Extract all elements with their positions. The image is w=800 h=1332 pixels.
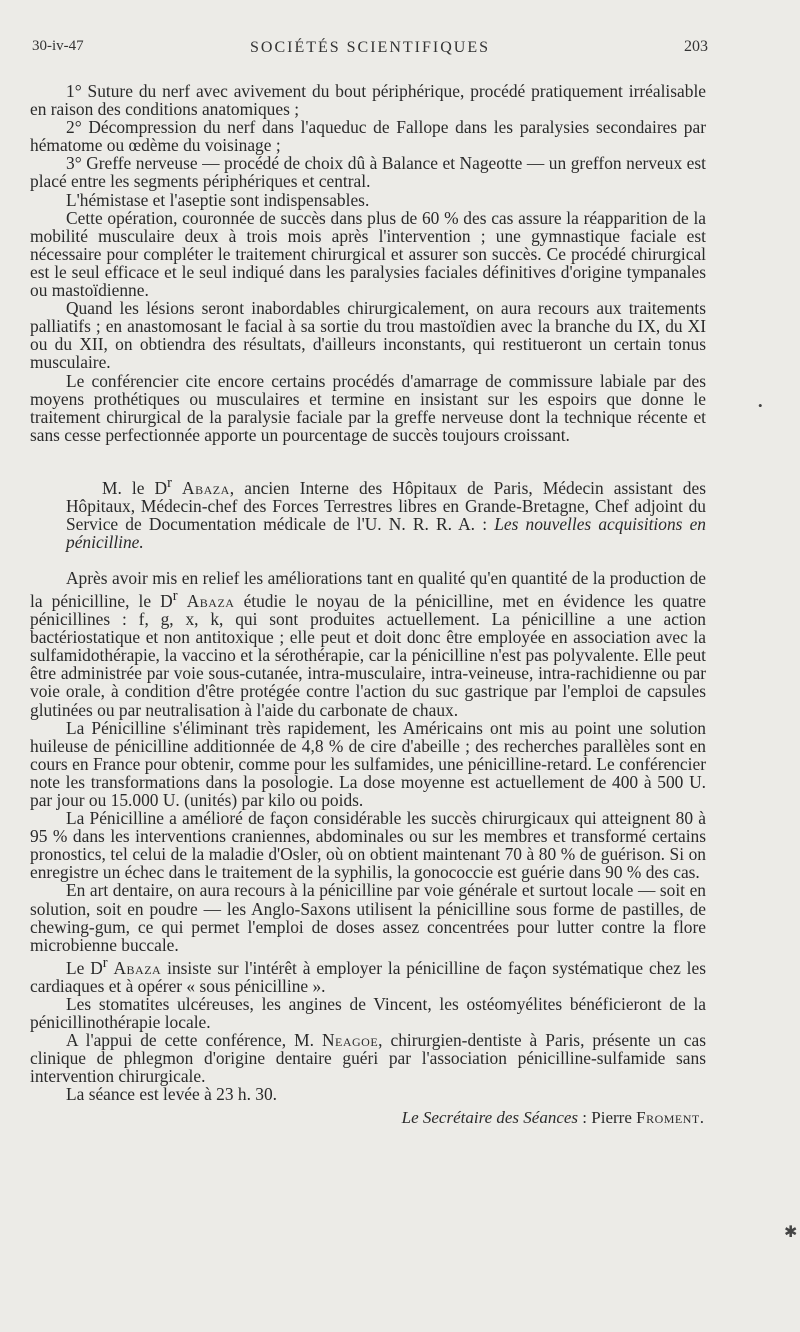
signature-label: Le Secrétaire des Séances (401, 1108, 579, 1128)
paragraph-decompression: 2° Décompression du nerf dans l'aqueduc de Fallope dans les paralysies secondaires par hématome ou œdème du voisinage ; (30, 117, 706, 156)
speaker-credentials: , ancien Interne des Hôpitaux de Paris, Médecin assistant des Hôpitaux, Médecin-chef des Forces Terrestres libres en Grande-Bretagne, Chef adjoint du Service de Documentation médicale de l'U. N. R. R. A. : (66, 477, 706, 534)
author-name: Abaza (113, 957, 162, 978)
text-sup: r (102, 954, 108, 971)
author-name: Abaza (186, 590, 235, 611)
signature-separator: : Pierre (578, 1108, 637, 1128)
paragraph-succes: La Pénicilline a amélioré de façon considérable les succès chirurgicaux qui atteignent 80 à 95 % dans les interventions craniennes, abdominales ou sur les membres et transformé certains pronostics, tel celui de la maladie d'Osler, où on obtient maintenant 70 à 80 % de guérison. Si on enregistre un échec dans le traitement de la syphilis, la gonococcie est guérie dans 90 % des cas. (30, 808, 706, 883)
text-run: Le D (66, 957, 103, 978)
text-run: insiste sur l'intérêt à employer la pénicilline de façon systématique chez les cardiaques et à opérer « sous pénicilline ». (30, 957, 706, 996)
paragraph-operation: Cette opération, couronnée de succès dans plus de 60 % des cas assure la réapparition de la mobilité musculaire deux à trois mois après l'intervention ; une gymnastique faciale est nécessaire pour compléter le traitement chirurgical et assurer son succès. Ce procédé chirurgical est le seul efficace et le seul indiqué dans les paralysies faciales définitives d'origine tympanales ou mastoïdienne. (30, 207, 706, 301)
page-number: 203 (684, 38, 708, 55)
header-title: SOCIÉTÉS SCIENTIFIQUES (249, 39, 490, 56)
paragraph-seance-levee: La séance est levée à 23 h. 30. (66, 1084, 278, 1105)
paragraph-hemistase: L'hémistase et l'aseptie sont indispensables. (66, 189, 370, 210)
paragraph-cardiaques (30, 954, 706, 995)
speaker-entry (30, 474, 706, 551)
paragraph-art-dentaire: En art dentaire, on aura recours à la pénicilline par voie générale et surtout locale — soit en solution, soit en poudre — les Anglo-Saxons utilisent la pénicilline sous forme de pastilles, de chewing-gum, ce qui permet l'emploi de doses assez concentrées pour lutter contre la flore microbienne buccale. (30, 880, 706, 955)
presenter-name: Neagoe (321, 1029, 379, 1050)
paragraph-appui (30, 1031, 706, 1085)
signature-end: . (699, 1108, 704, 1128)
text-run: étudie le noyau de la pénicilline, met en évidence les quatre pénicillines : f, g, x, k, qui sont produites actuellement. La pénicilline a une action bactériostatique et non antitoxique ; elle peut et doit donc être employée en association avec la sulfamidothérapie, la vaccino et la sérothérapie, car la pénicilline n'est pas polyvalente. Elle peut être administrée par voie sous-cutanée, intra-musculaire, intra-veineuse, intra-rachidienne ou par voie orale, à condition d'être protégée contre l'action du suc gastrique par l'emploi de capsules glutinées ou par neutralisation à l'aide du carbonate de chaux. (30, 590, 706, 720)
margin-dot-mark: • (758, 398, 763, 413)
margin-star-mark: ✱ (784, 1224, 798, 1241)
paragraph-stomatites: Les stomatites ulcéreuses, les angines de Vincent, les ostéomyélites bénéficieront de la pénicillinothérapie locale. (30, 993, 706, 1032)
text-run: Après avoir mis en relief les améliorations tant en qualité qu'en quantité de la production de la pénicilline, le D (30, 568, 706, 611)
speaker-prefix: M. le D (102, 477, 168, 498)
paragraph-amarrage: Le conférencier cite encore certains procédés d'amarrage de commissure labiale par des moyens prothétiques ou musculaires et termine en insistant sur les espoirs que donne le traitement chirurgical de la paralysie faciale par la greffe nerveuse dont la technique récente et sans cesse perfectionnée apporte un pourcentage de succès toujours croissant. (30, 370, 706, 445)
paragraph-greffe: 3° Greffe nerveuse — procédé de choix dû à Balance et Nageotte — un greffon nerveux est placé entre les segments périphériques et central. (30, 153, 706, 192)
paragraph-ameliorations (30, 569, 706, 719)
text-run: , chirurgien-dentiste à Paris, présente un cas clinique de phlegmon d'origine dentaire guéri par l'association pénicilline-sulfamide sans intervention chirurgicale. (30, 1029, 706, 1087)
speaker-name: Abaza (182, 477, 230, 498)
signature-name: Froment (636, 1108, 700, 1128)
body-text (30, 82, 706, 1127)
paragraph-palliatifs: Quand les lésions seront inabordables chirurgicalement, on aura recours aux traitements palliatifs ; en anastomosant le facial à sa sortie du trou mastoïdien avec la branche du IX, du XI ou du XII, on obtiendra des résultats, d'ailleurs inconstants, qui restitueront un certain tonus musculaire. (30, 298, 706, 373)
talk-title: Les nouvelles acquisitions en pénicilline. (66, 513, 706, 552)
paragraph-elimination: La Pénicilline s'éliminant très rapidement, les Américains ont mis au point une solution huileuse de pénicilline additionnée de 4,8 % de cire d'abeille ; des recherches parallèles sont en cours en France pour obtenir, comme pour les sulfamides, une pénicilline-retard. Le conférencier note les transformations dans la posologie. La dose moyenne est actuellement de 400 à 500 U. par jour ou 15.000 U. (unités) par kilo ou poids. (30, 717, 706, 810)
speaker-sup: r (167, 474, 172, 491)
text-run: A l'appui de cette conférence, M. (66, 1029, 322, 1050)
paragraph-suture: 1° Suture du nerf avec avivement du bout périphérique, procédé pratiquement irréalisable en raison des conditions anatomiques ; (30, 81, 706, 120)
signature-line (30, 1109, 706, 1127)
text-sup: r (172, 588, 178, 605)
header-date: 30-iv-47 (32, 38, 84, 54)
